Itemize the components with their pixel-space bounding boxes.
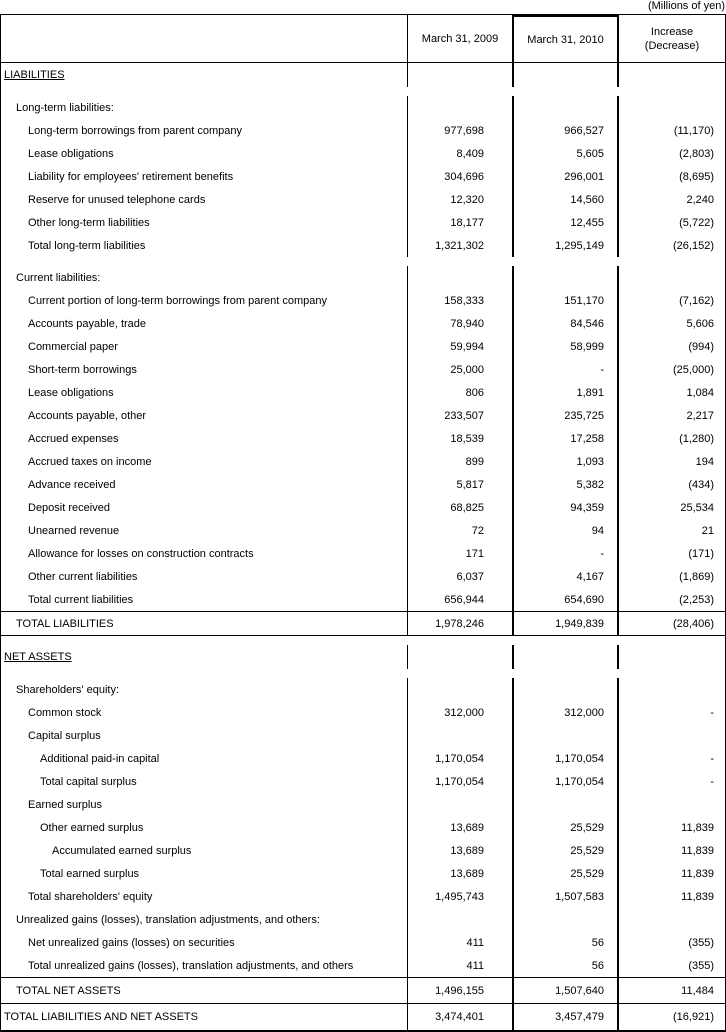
table-row: [1, 816, 725, 839]
row-label: Other earned surplus: [40, 821, 144, 834]
table-row: [1, 473, 725, 496]
table-row: [1, 358, 725, 381]
value-increase: (434): [688, 478, 714, 491]
value-2010: 5,382: [512, 473, 619, 496]
value-increase: (7,162): [679, 294, 714, 307]
value-2009: 72: [471, 524, 484, 537]
value-increase: (1,869): [679, 570, 714, 583]
value-2010: [512, 96, 619, 119]
value-increase: (2,803): [679, 147, 714, 160]
value-2010: 12,455: [512, 211, 619, 234]
row-label: Lease obligations: [28, 386, 114, 399]
value-2010: 1,170,054: [512, 747, 619, 770]
value-2010: 312,000: [512, 701, 619, 724]
value-2010: 14,560: [512, 188, 619, 211]
row-label: Total long-term liabilities: [28, 239, 146, 252]
row-label: Commercial paper: [28, 340, 118, 353]
table-row: [1, 793, 725, 816]
table-row: [1, 588, 725, 611]
value-increase: -: [710, 752, 714, 765]
table-row: [1, 96, 725, 119]
value-increase: [619, 908, 725, 931]
row-label: Unearned revenue: [28, 524, 120, 537]
value-2010: 654,690: [512, 588, 619, 611]
value-2009: 6,037: [456, 570, 484, 583]
total-row: [1, 1003, 725, 1030]
table-row: [1, 770, 725, 793]
value-2009: 68,825: [450, 501, 484, 514]
table-row: [1, 839, 725, 862]
value-2010: 1,507,583: [512, 885, 619, 908]
value-increase: 11,839: [681, 890, 714, 903]
table-row: [1, 289, 725, 312]
value-2009: 304,696: [444, 170, 484, 183]
value-increase: 1,084: [686, 386, 714, 399]
table-row: [1, 645, 725, 669]
value-2010: 25,529: [512, 816, 619, 839]
value-2009: [408, 96, 512, 119]
row-label: TOTAL LIABILITIES AND NET ASSETS: [4, 1011, 198, 1023]
value-increase: (171): [688, 547, 714, 560]
row-label: Current portion of long-term borrowings from parent company: [28, 294, 327, 307]
value-2009: 12,320: [450, 193, 484, 206]
liabilities-section: [1, 63, 725, 611]
value-increase: (5,722): [679, 216, 714, 229]
column-header-label: [1, 15, 408, 62]
value-2010: 25,529: [512, 862, 619, 885]
row-label: Other current liabilities: [28, 570, 138, 583]
value-2010: [512, 63, 619, 87]
row-label: Total shareholders' equity: [28, 890, 153, 903]
value-increase: 21: [701, 524, 714, 537]
value-increase: [619, 678, 725, 701]
table-row: [1, 312, 725, 335]
value-increase: 194: [695, 455, 714, 468]
value-2009: 233,507: [444, 409, 484, 422]
row-label: Total current liabilities: [28, 593, 134, 606]
value-2010: 1,093: [512, 450, 619, 473]
value-2010: 56: [512, 931, 619, 954]
row-label: Advance received: [28, 478, 116, 491]
column-header-2009: March 31, 2009: [421, 32, 499, 45]
value-2010: 1,507,640: [512, 978, 619, 1003]
row-label: Earned surplus: [28, 798, 102, 811]
value-2010: 151,170: [512, 289, 619, 312]
value-2009: [408, 908, 512, 931]
table-row: [1, 335, 725, 358]
value-increase: 25,534: [680, 501, 714, 514]
table-row: [1, 165, 725, 188]
row-label: Capital surplus: [28, 729, 101, 742]
value-2009: 25,000: [450, 363, 484, 376]
row-label: Allowance for losses on construction contracts: [28, 547, 254, 560]
value-increase: -: [710, 706, 714, 719]
value-2010: 58,999: [512, 335, 619, 358]
value-2009: 8,409: [456, 147, 484, 160]
value-increase: [619, 266, 725, 289]
value-2010: 966,527: [512, 119, 619, 142]
row-label: Long-term liabilities:: [16, 101, 114, 114]
table-row: [1, 427, 725, 450]
total-liabilities-section: [1, 611, 725, 636]
value-increase: [619, 63, 725, 87]
row-label: TOTAL NET ASSETS: [16, 984, 121, 997]
table-row: [1, 496, 725, 519]
value-increase: -: [710, 775, 714, 788]
value-2010: 1,295,149: [512, 234, 619, 257]
table-row: [1, 724, 725, 747]
value-2010: 84,546: [512, 312, 619, 335]
row-label: Liability for employees' retirement benefits: [28, 170, 234, 183]
value-2009: 5,817: [456, 478, 484, 491]
table-row: [1, 565, 725, 588]
value-increase: (8,695): [679, 170, 714, 183]
value-2009: 13,689: [450, 844, 484, 857]
row-label: Short-term borrowings: [28, 363, 137, 376]
table-row: [1, 266, 725, 289]
value-2010: 1,170,054: [512, 770, 619, 793]
value-2009: [408, 266, 512, 289]
value-2009: 18,177: [450, 216, 484, 229]
value-2010: [512, 793, 619, 816]
value-2009: 13,689: [450, 821, 484, 834]
value-increase: (2,253): [679, 593, 714, 606]
total-row: [1, 977, 725, 1003]
value-2009: [408, 724, 512, 747]
value-2010: 94,359: [512, 496, 619, 519]
table-row: [1, 211, 725, 234]
table-row: [1, 381, 725, 404]
value-2009: 78,940: [450, 317, 484, 330]
table-row: [1, 747, 725, 770]
total-row: [1, 611, 725, 636]
value-2009: 3,474,401: [435, 1011, 484, 1023]
value-2010: [512, 724, 619, 747]
row-label: Net unrealized gains (losses) on securities: [28, 936, 235, 949]
value-increase: [619, 645, 725, 669]
value-2009: [408, 793, 512, 816]
net-assets-section: [1, 645, 725, 977]
row-label: TOTAL LIABILITIES: [16, 617, 114, 630]
row-label: Total capital surplus: [40, 775, 137, 788]
value-2010: [512, 678, 619, 701]
value-2009: 158,333: [444, 294, 484, 307]
table-row: [1, 450, 725, 473]
row-label: Lease obligations: [28, 147, 114, 160]
value-2009: 977,698: [444, 124, 484, 137]
value-increase: 11,839: [681, 844, 714, 857]
column-header-increase: [619, 15, 725, 62]
row-label: Total unrealized gains (losses), translation adjustments, and others: [28, 959, 354, 972]
grand-total-section: [1, 1003, 725, 1030]
units-note: (Millions of yen): [647, 0, 725, 12]
balance-sheet-table: [0, 14, 726, 1032]
value-increase: [619, 724, 725, 747]
row-label: Accrued taxes on income: [28, 455, 152, 468]
row-label: Accumulated earned surplus: [52, 844, 192, 857]
row-label: Unrealized gains (losses), translation adjustments, and others:: [16, 913, 320, 926]
value-2010: 3,457,479: [512, 1004, 619, 1030]
value-2010: -: [512, 358, 619, 381]
row-label: Current liabilities:: [16, 271, 101, 284]
value-increase: (994): [688, 340, 714, 353]
value-2009: 1,978,246: [435, 617, 484, 630]
value-2009: [408, 63, 512, 87]
row-label: Other long-term liabilities: [28, 216, 150, 229]
value-increase: 5,606: [686, 317, 714, 330]
value-2009: 1,170,054: [435, 775, 484, 788]
row-label: Long-term borrowings from parent company: [28, 124, 242, 137]
column-header-2010: March 31, 2010: [512, 15, 619, 62]
value-increase: (355): [688, 936, 714, 949]
value-2010: 25,529: [512, 839, 619, 862]
value-2009: 411: [466, 959, 484, 972]
increase-header-line2: (Decrease): [644, 39, 700, 52]
row-label: NET ASSETS: [4, 651, 72, 663]
value-2010: [512, 645, 619, 669]
table-row: [1, 519, 725, 542]
table-row: [1, 63, 725, 87]
value-increase: 2,217: [686, 409, 714, 422]
row-label: Reserve for unused telephone cards: [28, 193, 206, 206]
row-label: LIABILITIES: [4, 69, 65, 81]
value-2009: 59,994: [450, 340, 484, 353]
value-2009: [408, 645, 512, 669]
table-row: [1, 188, 725, 211]
value-increase: 11,839: [681, 821, 714, 834]
value-2010: 4,167: [512, 565, 619, 588]
value-increase: (25,000): [673, 363, 714, 376]
value-2009: 1,170,054: [435, 752, 484, 765]
row-label: Common stock: [28, 706, 102, 719]
value-2009: 171: [465, 547, 484, 560]
value-increase: (26,152): [673, 239, 714, 252]
value-increase: (355): [688, 959, 714, 972]
total-net-assets-section: [1, 977, 725, 1003]
table-header-row: [1, 15, 725, 63]
table-row: [1, 542, 725, 565]
increase-header-line1: Increase: [650, 25, 694, 38]
row-label: Accounts payable, other: [28, 409, 147, 422]
value-increase: (16,921): [673, 1011, 714, 1023]
value-2010: 235,725: [512, 404, 619, 427]
value-2009: [408, 678, 512, 701]
table-row: [1, 885, 725, 908]
value-2010: 5,605: [512, 142, 619, 165]
value-2010: 56: [512, 954, 619, 977]
row-label: Shareholders' equity:: [16, 683, 119, 696]
value-2009: 1,495,743: [435, 890, 484, 903]
value-increase: 11,484: [681, 984, 714, 997]
value-2010: [512, 266, 619, 289]
value-2009: 411: [466, 936, 484, 949]
value-2009: 13,689: [450, 867, 484, 880]
table-row: [1, 234, 725, 257]
value-2010: -: [512, 542, 619, 565]
value-2010: 296,001: [512, 165, 619, 188]
row-label: Accounts payable, trade: [28, 317, 147, 330]
value-2010: 94: [512, 519, 619, 542]
value-increase: 11,839: [681, 867, 714, 880]
row-label: Additional paid-in capital: [40, 752, 160, 765]
value-increase: 2,240: [686, 193, 714, 206]
value-2009: 656,944: [444, 593, 484, 606]
value-2009: 899: [465, 455, 484, 468]
table-row: [1, 701, 725, 724]
value-increase: [619, 793, 725, 816]
row-label: Accrued expenses: [28, 432, 119, 445]
value-increase: [619, 96, 725, 119]
value-2009: 806: [465, 386, 484, 399]
value-increase: (1,280): [679, 432, 714, 445]
table-row: [1, 678, 725, 701]
value-2010: 1,949,839: [512, 612, 619, 635]
value-2010: [512, 908, 619, 931]
value-2010: 17,258: [512, 427, 619, 450]
table-row: [1, 931, 725, 954]
value-increase: (28,406): [673, 617, 714, 630]
table-row: [1, 862, 725, 885]
table-row: [1, 908, 725, 931]
row-label: Total earned surplus: [40, 867, 140, 880]
value-increase: (11,170): [673, 124, 714, 137]
table-row: [1, 142, 725, 165]
table-row: [1, 404, 725, 427]
table-row: [1, 119, 725, 142]
value-2009: 1,496,155: [435, 984, 484, 997]
value-2009: 18,539: [450, 432, 484, 445]
value-2010: 1,891: [512, 381, 619, 404]
value-2009: 1,321,302: [435, 239, 484, 252]
value-2009: 312,000: [444, 706, 484, 719]
table-row: [1, 954, 725, 977]
row-label: Deposit received: [28, 501, 110, 514]
